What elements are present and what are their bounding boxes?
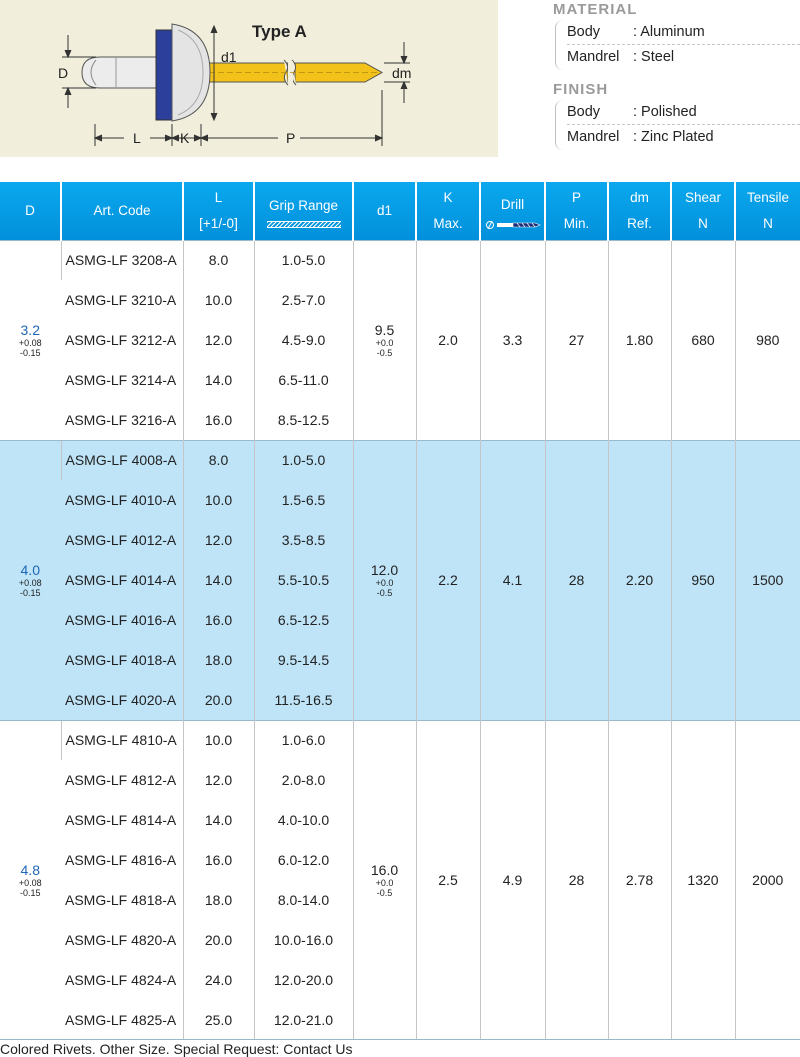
cell-art-code: ASMG-LF 4018-A [61,640,183,680]
cell-L: 20.0 [183,680,254,720]
cell-L: 18.0 [183,880,254,920]
cell-art-code: ASMG-LF 4008-A [61,440,183,480]
material-section [553,0,800,70]
finish-mandrel-key: Mandrel [567,129,620,145]
cell-L: 14.0 [183,560,254,600]
finish-body-value: : Polished [633,104,697,120]
cell-K: 2.2 [416,440,480,720]
cell-D [0,440,61,720]
cell-grip-range: 4.5-9.0 [254,320,353,360]
cell-art-code: ASMG-LF 3212-A [65,332,177,348]
cell-L: 8.0 [183,440,254,480]
header-dm: dm Ref. [608,182,671,240]
cell-L: 10.0 [183,280,254,320]
material-row-body [567,20,800,45]
table-row [0,440,800,480]
cell-L: 10.0 [183,480,254,520]
d1-value: 12.0 [370,562,399,578]
finish-row-mandrel [567,125,800,150]
cell-shear: 950 [671,440,735,720]
cell-art-code: ASMG-LF 4820-A [65,932,177,948]
cell-dm: 1.80 [608,240,671,440]
header-tensile: Tensile N [735,182,800,240]
header-L-sub: [+1/-0] [199,215,238,231]
cell-P: 28 [545,440,608,720]
d-tol-minus: -0.15 [19,588,41,598]
header-K: K Max. [416,182,480,240]
cell-art-code: ASMG-LF 3214-A [65,372,177,388]
cell-art-code: ASMG-LF 4818-A [65,892,177,908]
cell-grip-range: 3.5-8.5 [254,520,353,560]
material-row-mandrel [567,45,800,70]
cell-drill: 3.3 [480,240,545,440]
label-L: L [133,130,141,146]
cell-art-code: ASMG-LF 4825-A [65,1012,177,1028]
header-drill: Drill [480,182,545,240]
header-P-sub: Min. [563,215,590,231]
cell-art-code: ASMG-LF 4016-A [61,600,183,640]
cell-grip-range: 2.0-8.0 [254,760,353,800]
cell-art-code: ASMG-LF 3210-A [65,292,177,308]
d-tol-plus: +0.08 [18,578,42,588]
cell-dm: 2.78 [608,720,671,1040]
cell-L: 16.0 [183,600,254,640]
cell-L: 18.0 [183,640,254,680]
cell-grip-range: 1.0-5.0 [254,240,353,280]
cell-grip-range: 9.5-14.5 [254,640,353,680]
material-mandrel-value: : Steel [633,49,675,65]
table-body [0,240,800,1040]
cell-grip-range: 11.5-16.5 [254,680,353,720]
cell-L: 24.0 [183,960,254,1000]
cell-tensile: 2000 [735,720,800,1040]
cell-L: 10.0 [183,720,254,760]
cell-grip-range: 1.0-5.0 [254,440,353,480]
material-body-key: Body [567,24,601,40]
table-row [0,720,800,760]
cell-grip-range: 6.0-12.0 [254,840,353,880]
cell-art-code: ASMG-LF 4824-A [65,972,177,988]
header-P: P Min. [545,182,608,240]
cell-L: 25.0 [183,1000,254,1040]
cell-D [0,720,61,1040]
d1-value: 16.0 [370,862,399,879]
d1-value: 9.5 [374,322,395,338]
cell-L: 12.0 [183,320,254,360]
header-d1: d1 [353,182,416,240]
cell-art-code: ASMG-LF 4814-A [65,812,177,828]
header-dm-sub: Ref. [627,215,652,231]
cell-art-code: ASMG-LF 4812-A [65,772,177,788]
cell-L: 14.0 [183,800,254,840]
cell-L: 20.0 [183,920,254,960]
cell-drill: 4.1 [480,440,545,720]
d-value: 3.2 [20,322,40,338]
cell-dm: 2.20 [608,440,671,720]
cell-grip-range: 8.0-14.0 [254,880,353,920]
footer-note: Colored Rivets. Other Size. Special Request: Contact Us [0,1039,800,1057]
cell-shear: 680 [671,240,735,440]
cell-grip-range: 2.5-7.0 [254,280,353,320]
cell-L: 12.0 [183,760,254,800]
cell-D [0,240,61,440]
cell-L: 12.0 [183,520,254,560]
header-tensile-sub: N [763,215,773,231]
d-tol-plus: +0.08 [18,338,42,348]
d-tol-minus: -0.15 [19,888,41,899]
cell-grip-range: 4.0-10.0 [254,800,353,840]
label-d1: d1 [221,49,237,65]
label-D: D [58,65,69,81]
cell-drill: 4.9 [480,720,545,1040]
d-value: 4.8 [20,862,40,879]
header-art-code: Art. Code [61,182,183,240]
material-title: MATERIAL [553,1,638,18]
cell-art-code: ASMG-LF 4012-A [61,520,183,560]
material-box [555,20,800,70]
grip-hatch-icon [267,221,341,228]
d-tol-plus: +0.08 [18,878,42,889]
cell-L: 16.0 [183,400,254,440]
d-tol-minus: -0.15 [19,348,41,358]
finish-title: FINISH [553,81,609,98]
cell-L: 8.0 [183,240,254,280]
label-dm: dm [392,65,412,81]
finish-body-key: Body [567,104,601,120]
rivet-body [82,24,210,121]
cell-tensile: 1500 [735,440,800,720]
d1-tol-plus: +0.0 [375,338,394,348]
cell-d1 [353,720,416,1040]
finish-box [555,100,800,150]
cell-grip-range: 6.5-11.0 [254,360,353,400]
label-P: P [286,130,296,146]
table-row [0,240,800,280]
cell-art-code: ASMG-LF 3208-A [61,240,183,280]
d1-tol-minus: -0.5 [376,588,393,598]
rivet-drawing [0,0,498,157]
cell-grip-range: 12.0-20.0 [254,960,353,1000]
cell-P: 28 [545,720,608,1040]
cell-K: 2.5 [416,720,480,1040]
rivet-diagram [0,0,498,157]
cell-art-code: ASMG-LF 4810-A [61,720,183,760]
material-mandrel-key: Mandrel [567,49,620,65]
table-header-row [0,182,800,240]
cell-P: 27 [545,240,608,440]
cell-art-code: ASMG-LF 3216-A [65,411,177,428]
header-L: L [+1/-0] [183,182,254,240]
header-shear-sub: N [698,215,708,231]
finish-mandrel-value: : Zinc Plated [633,129,714,145]
cell-grip-range: 12.0-21.0 [254,1000,353,1040]
finish-row-body [567,100,800,125]
header-K-sub: Max. [433,215,463,231]
drill-bit-icon [485,220,541,230]
cell-L: 16.0 [183,840,254,880]
cell-art-code: ASMG-LF 4020-A [61,680,183,720]
cell-art-code: ASMG-LF 4010-A [61,480,183,520]
header-shear: Shear N [671,182,735,240]
label-K: K [180,130,190,146]
cell-L: 14.0 [183,360,254,400]
material-body-value: : Aluminum [633,24,705,40]
d1-tol-minus: -0.5 [376,348,393,358]
diagram-title: Type A [252,22,307,41]
cell-grip-range: 10.0-16.0 [254,920,353,960]
cell-art-code: ASMG-LF 4014-A [61,560,183,600]
cell-grip-range: 1.0-6.0 [254,720,353,760]
cell-grip-range: 8.5-12.5 [254,400,353,440]
cell-grip-range: 5.5-10.5 [254,560,353,600]
cell-grip-range: 6.5-12.5 [254,600,353,640]
header-grip-range: Grip Range [254,182,353,240]
cell-tensile: 980 [735,240,800,440]
d1-tol-plus: +0.0 [375,578,394,588]
d1-tol-plus: +0.0 [375,878,394,889]
rivet-spec-table [0,182,800,1040]
finish-section [553,80,800,150]
cell-K: 2.0 [416,240,480,440]
d1-tol-minus: -0.5 [376,888,393,899]
header-D: D [0,182,61,240]
d-value: 4.0 [20,562,40,578]
cell-shear: 1320 [671,720,735,1040]
cell-art-code: ASMG-LF 4816-A [65,852,177,868]
cell-d1 [353,440,416,720]
cell-d1 [353,240,416,440]
cell-grip-range: 1.5-6.5 [254,480,353,520]
